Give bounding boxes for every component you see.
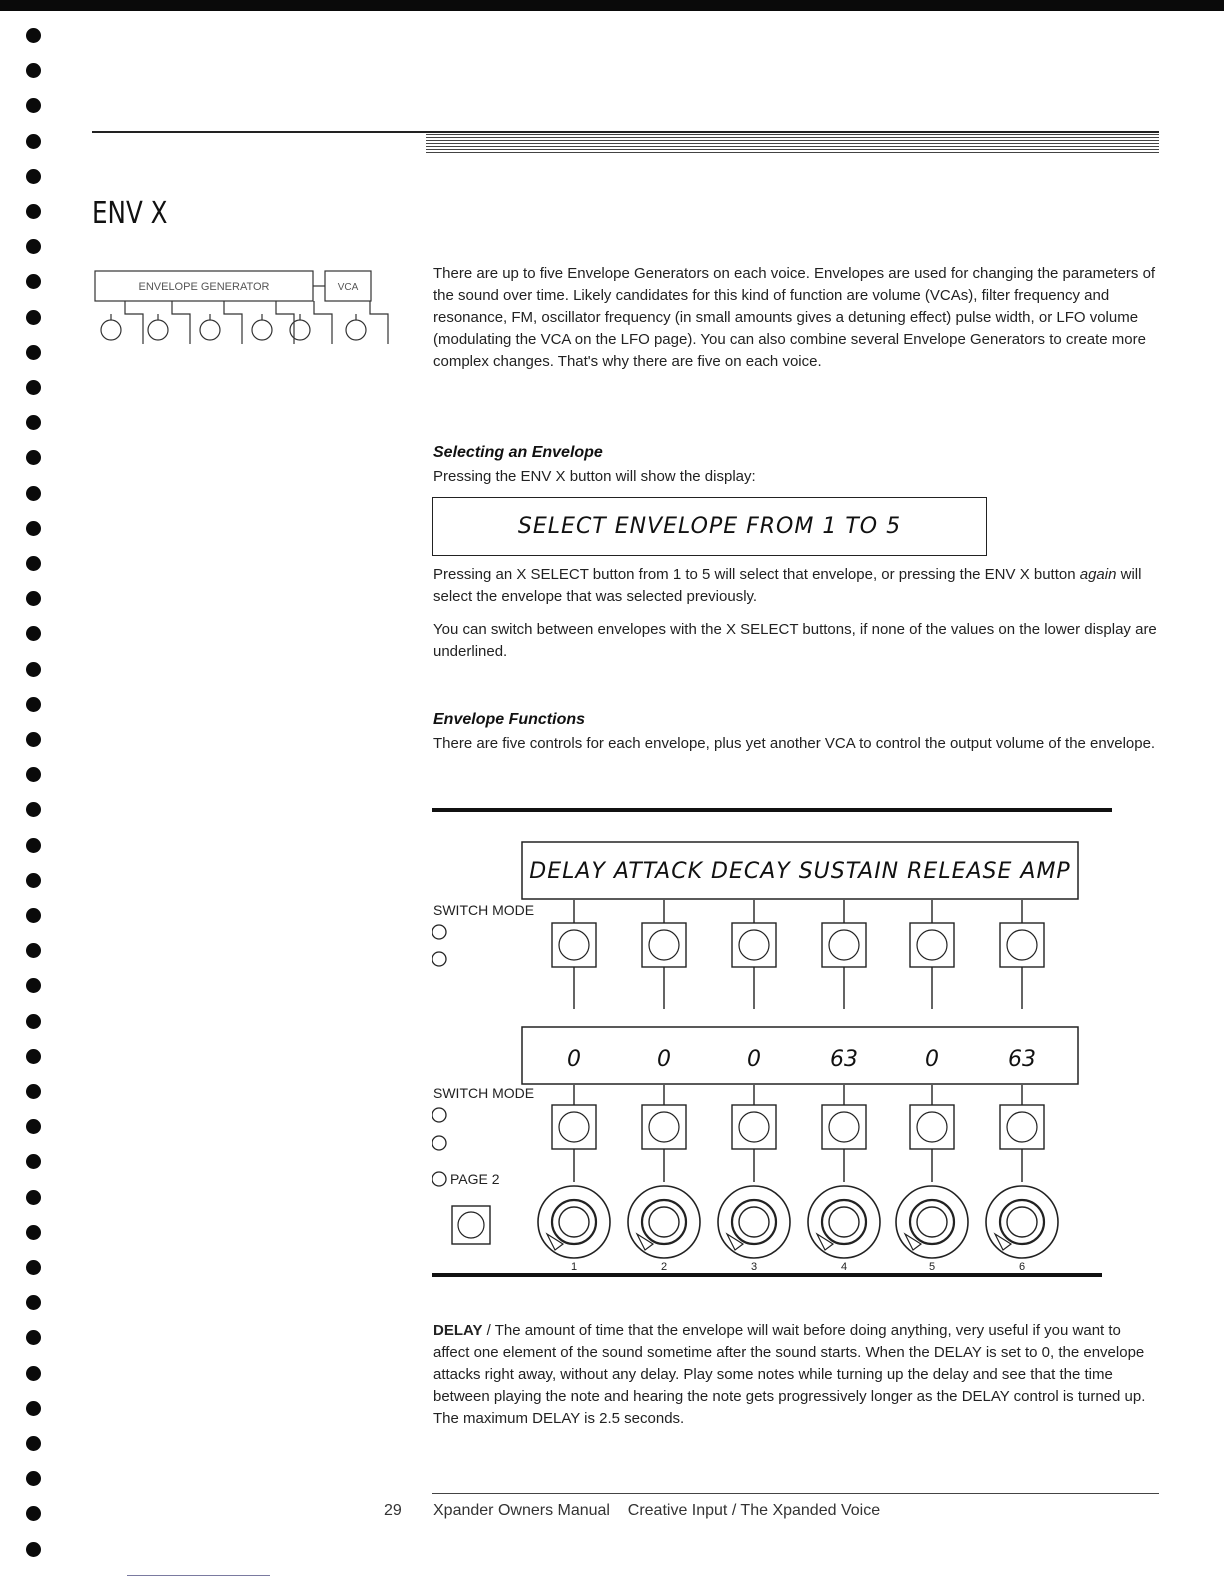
mini-diagram-knob [101,320,121,340]
knob-number: 2 [660,1261,668,1273]
parameter-knob[interactable] [628,1186,700,1258]
binder-hole [26,345,41,360]
footer-text: Xpander Owners Manual Creative Input / The Xpanded Voice [433,1502,881,1519]
mini-diagram-connector [125,301,143,344]
binder-hole [26,767,41,782]
mini-diagram-knob [252,320,272,340]
binder-hole [26,1014,41,1029]
lower-select-button-led [917,1112,947,1142]
binder-hole [26,28,41,43]
upper-display-text: DELAY ATTACK DECAY SUSTAIN RELEASE AMP [529,859,1071,884]
functions-heading: Envelope Functions [433,711,586,728]
upper-select-button-led [739,930,769,960]
intro-paragraph: There are up to five Envelope Generators on each voice. Envelopes are used for changing the parameters of the sound over time. Likely candidates for this kind of function are volume (VCAs), filter frequency and resonance, FM, oscillator frequency (in small amounts gives a detuning effect) pulse width, or LFO volume (modulating the VCA on the LFO page). You can also combine several Envelope Generators to create more complex changes. That's why there are five on each voice. [433,265,1156,370]
binder-hole [26,802,41,817]
lower-display-value: 0 [925,1047,939,1072]
mini-diagram-knob [290,320,310,340]
lower-display-value: 0 [747,1047,761,1072]
knob-center [559,1207,589,1237]
lower-select-button-led [1007,1112,1037,1142]
envelope-generator-diagram [94,270,412,380]
delay-paragraph [433,1320,1159,1430]
upper-select-button-led [649,930,679,960]
lower-display-value: 63 [1008,1047,1036,1072]
binder-hole [26,556,41,571]
binder-hole [26,63,41,78]
lower-select-button-led [559,1112,589,1142]
binder-hole [26,1084,41,1099]
binder-hole [26,1401,41,1416]
binder-hole [26,697,41,712]
binder-hole [26,380,41,395]
binder-hole [26,415,41,430]
binder-hole [26,310,41,325]
binder-hole [26,873,41,888]
knob-center [649,1207,679,1237]
upper-select-button-led [917,930,947,960]
binder-hole [26,591,41,606]
lower-display-value: 0 [657,1047,671,1072]
binder-hole [26,1506,41,1521]
binder-hole [26,1471,41,1486]
selecting-paragraph-2: You can switch between envelopes with the X SELECT buttons, if none of the values on the lower display are underlined. [433,621,1157,660]
binder-hole [26,838,41,853]
upper-select-button-led [559,930,589,960]
binder-holes [26,28,42,1568]
mini-diagram-knob [200,320,220,340]
para1-text-b: will select the envelope that was selected previously. [433,566,1142,605]
top-border [0,0,1224,11]
binder-hole [26,978,41,993]
binder-hole [26,450,41,465]
upper-select-button-led [1007,930,1037,960]
binder-hole [26,1119,41,1134]
mini-diagram-connector [224,301,242,344]
upper-select-button-led [829,930,859,960]
binder-hole [26,908,41,923]
binder-hole [26,521,41,536]
functions-paragraph: There are five controls for each envelope, plus yet another VCA to control the output volume of the envelope. [433,735,1156,752]
binder-hole [26,1260,41,1275]
binder-hole [26,1154,41,1169]
parameter-knob[interactable] [538,1186,610,1258]
page2-led [432,1172,446,1186]
binder-hole [26,1295,41,1310]
delay-term: DELAY [433,1322,483,1339]
knob-center [917,1207,947,1237]
knob-number: 4 [840,1261,848,1273]
lower-select-button-led [829,1112,859,1142]
binder-hole [26,204,41,219]
binder-hole [26,169,41,184]
para1-emphasis: again [1079,566,1117,583]
binder-hole [26,239,41,254]
footer-rule [432,1493,1159,1494]
knob-number: 3 [750,1261,758,1273]
binder-hole [26,1436,41,1451]
para1-text-a: Pressing an X SELECT button from 1 to 5 will select that envelope, or pressing the ENV X button [433,566,1080,583]
knob-center [739,1207,769,1237]
mini-diagram-connector [276,301,294,344]
binder-hole [26,1542,41,1557]
binder-hole [26,626,41,641]
lower-select-button-led [649,1112,679,1142]
knob-center [1007,1207,1037,1237]
lower-display-value: 63 [830,1047,858,1072]
page2-label: PAGE 2 [450,1171,500,1187]
knob-number: 5 [928,1261,936,1273]
binder-hole [26,1225,41,1240]
switch-mode-led-4 [432,1136,446,1150]
mini-diagram-connector [314,301,332,344]
binder-hole [26,134,41,149]
binder-hole [26,732,41,747]
parameter-knob[interactable] [808,1186,880,1258]
knob-number: 1 [570,1261,578,1273]
knob-number: 6 [1018,1261,1026,1273]
page-number: 29 [384,1502,402,1519]
vca-label: VCA [337,282,359,293]
parameter-knob[interactable] [896,1186,968,1258]
parameter-knob[interactable] [718,1186,790,1258]
binder-hole [26,943,41,958]
switch-mode-led-1 [432,925,446,939]
binder-hole [26,486,41,501]
binder-hole [26,274,41,289]
binder-hole [26,1366,41,1381]
binder-hole [26,1049,41,1064]
binder-hole [26,1190,41,1205]
parameter-knob[interactable] [986,1186,1058,1258]
lower-display-value: 0 [567,1047,581,1072]
binder-hole [26,1330,41,1345]
binder-hole [26,662,41,677]
switch-mode-led-2 [432,952,446,966]
header-decorative-lines [426,134,1159,160]
switch-mode-label-upper: SWITCH MODE [433,902,535,918]
page2-button[interactable] [452,1206,490,1244]
select-envelope-display [432,497,987,556]
section-title: ENV X [92,196,168,231]
knob-center [829,1207,859,1237]
mini-diagram-knob [148,320,168,340]
lower-select-button-led [739,1112,769,1142]
switch-mode-label-lower: SWITCH MODE [433,1085,535,1101]
mini-diagram-connector [370,301,388,344]
mini-diagram-connector [172,301,190,344]
selecting-heading: Selecting an Envelope [433,444,603,461]
envelope-panel-diagram [432,808,1112,1298]
selecting-lead: Pressing the ENV X button will show the display: [433,468,756,485]
generator-label: ENVELOPE GENERATOR [138,281,270,293]
switch-mode-led-3 [432,1108,446,1122]
header-rule [92,131,1159,133]
mini-diagram-knob [346,320,366,340]
delay-text: / The amount of time that the envelope will wait before doing anything, very useful if you want to affect one element of the sound sometime after the sound starts. When the DELAY is set to 0, the envelope attacks right away, without any delay. Play some notes while turning up the delay and see that the time between playing the note and hearing the note gets progressively longer as the DELAY control is turned up. The maximum DELAY is 2.5 seconds. [433,1322,1146,1427]
bottom-mark [127,1575,270,1576]
selecting-paragraph-1 [433,564,1159,608]
select-envelope-display-text: SELECT ENVELOPE FROM 1 TO 5 [517,514,902,539]
binder-hole [26,98,41,113]
